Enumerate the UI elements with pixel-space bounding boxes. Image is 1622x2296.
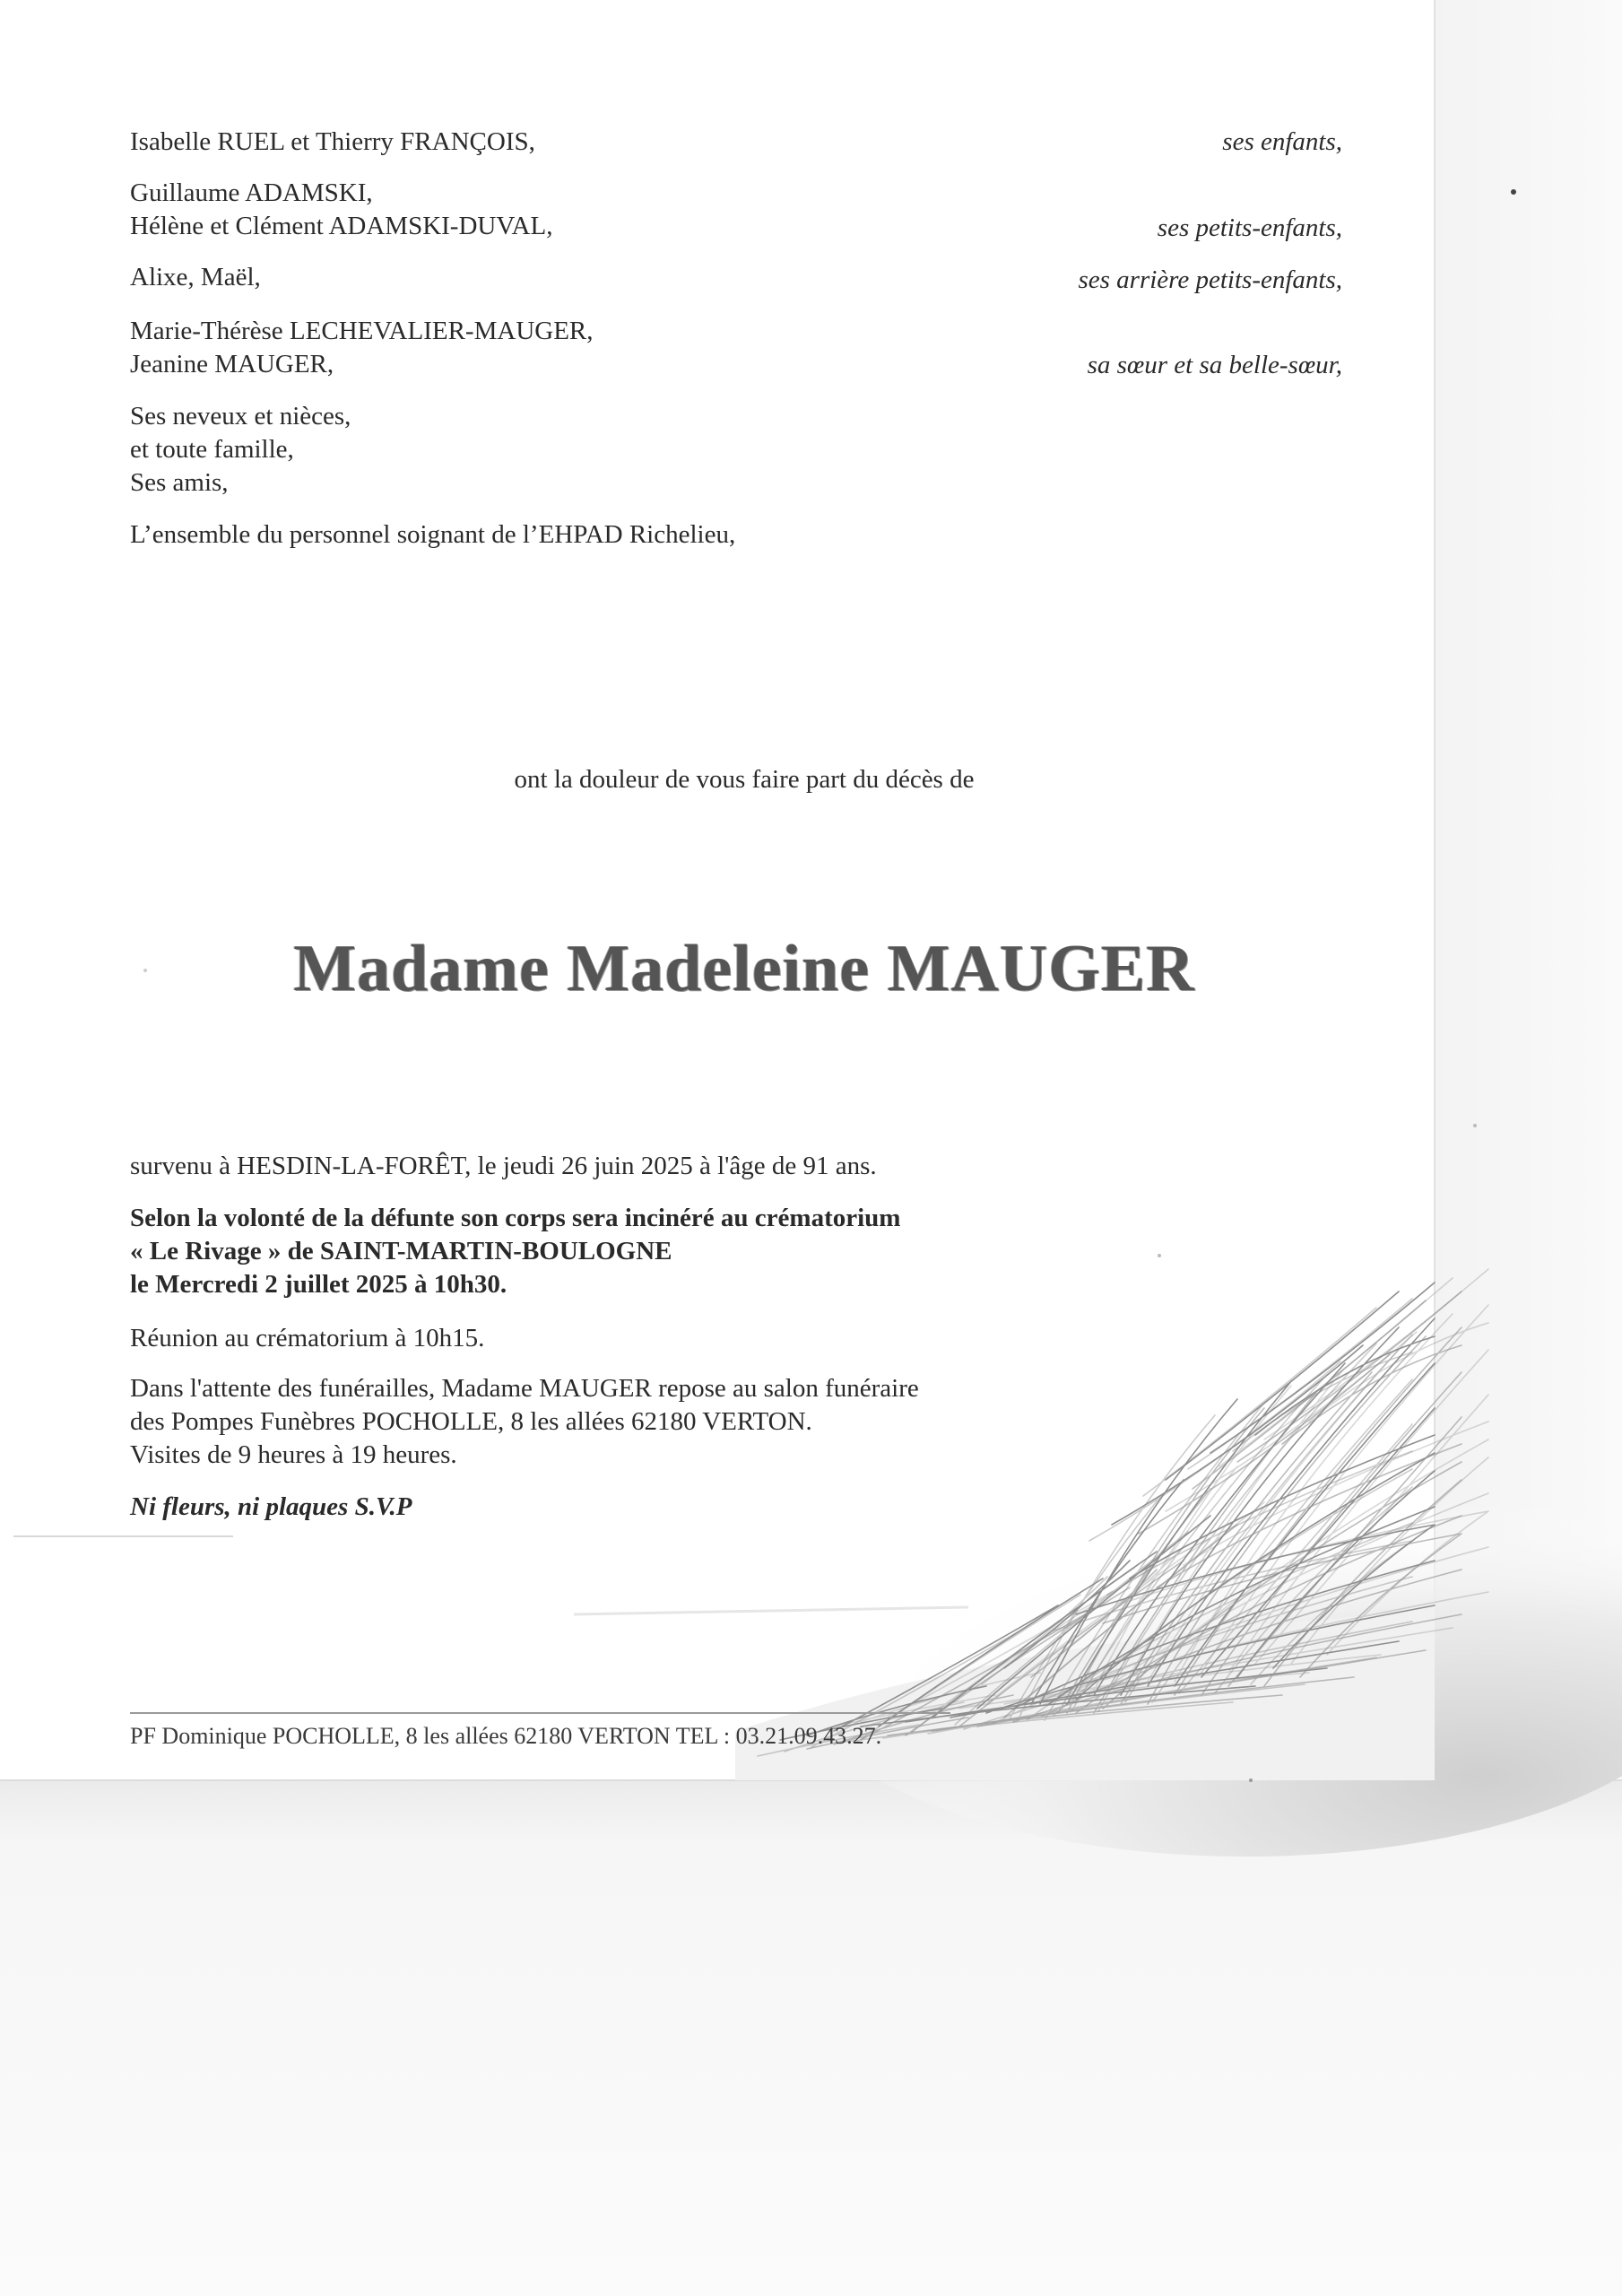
- family-name-line: Isabelle RUEL et Thierry FRANÇOIS,: [130, 127, 535, 156]
- no-flowers-note: Ni fleurs, ni plaques S.V.P: [130, 1492, 412, 1521]
- cremation-line: « Le Rivage » de SAINT-MARTIN-BOULOGNE: [130, 1237, 672, 1265]
- relation-label: ses petits-enfants,: [1157, 213, 1342, 242]
- death-details: survenu à HESDIN-LA-FORÊT, le jeudi 26 juin 2025 à l'âge de 91 ans.: [130, 1152, 877, 1180]
- relation-label: ses arrière petits-enfants,: [1078, 265, 1342, 294]
- viewing-line: des Pompes Funèbres POCHOLLE, 8 les allées 62180 VERTON.: [130, 1407, 812, 1436]
- funeral-home-footer: PF Dominique POCHOLLE, 8 les allées 62180 VERTON TEL : 03.21.09.43.27.: [130, 1723, 882, 1749]
- deceased-name: Madame Madeleine MAUGER: [293, 932, 1195, 1005]
- cremation-line: le Mercredi 2 juillet 2025 à 10h30.: [130, 1270, 507, 1299]
- relation-label: ses enfants,: [1222, 127, 1342, 156]
- family-name-line: Alixe, Maël,: [130, 263, 261, 291]
- announcement-text: ont la douleur de vous faire part du décès de: [514, 765, 975, 794]
- scan-shadow-bottom: [0, 1780, 1622, 2296]
- family-name-line: L’ensemble du personnel soignant de l’EHPAD Richelieu,: [130, 520, 736, 549]
- family-name-line: Hélène et Clément ADAMSKI-DUVAL,: [130, 212, 553, 240]
- viewing-line: Visites de 9 heures à 19 heures.: [130, 1440, 457, 1469]
- viewing-line: Dans l'attente des funérailles, Madame MAUGER repose au salon funéraire: [130, 1374, 919, 1403]
- family-name-line: Guillaume ADAMSKI,: [130, 178, 373, 207]
- family-name-line: et toute famille,: [130, 435, 294, 464]
- family-name-line: Ses neveux et nièces,: [130, 402, 351, 430]
- cremation-line: Selon la volonté de la défunte son corps sera incinéré au crématorium: [130, 1204, 901, 1232]
- relation-label: sa sœur et sa belle-sœur,: [1087, 351, 1342, 379]
- meeting-info: Réunion au crématorium à 10h15.: [130, 1324, 485, 1352]
- family-name-line: Jeanine MAUGER,: [130, 350, 334, 378]
- family-name-line: Marie-Thérèse LECHEVALIER-MAUGER,: [130, 317, 594, 345]
- family-name-line: Ses amis,: [130, 468, 229, 497]
